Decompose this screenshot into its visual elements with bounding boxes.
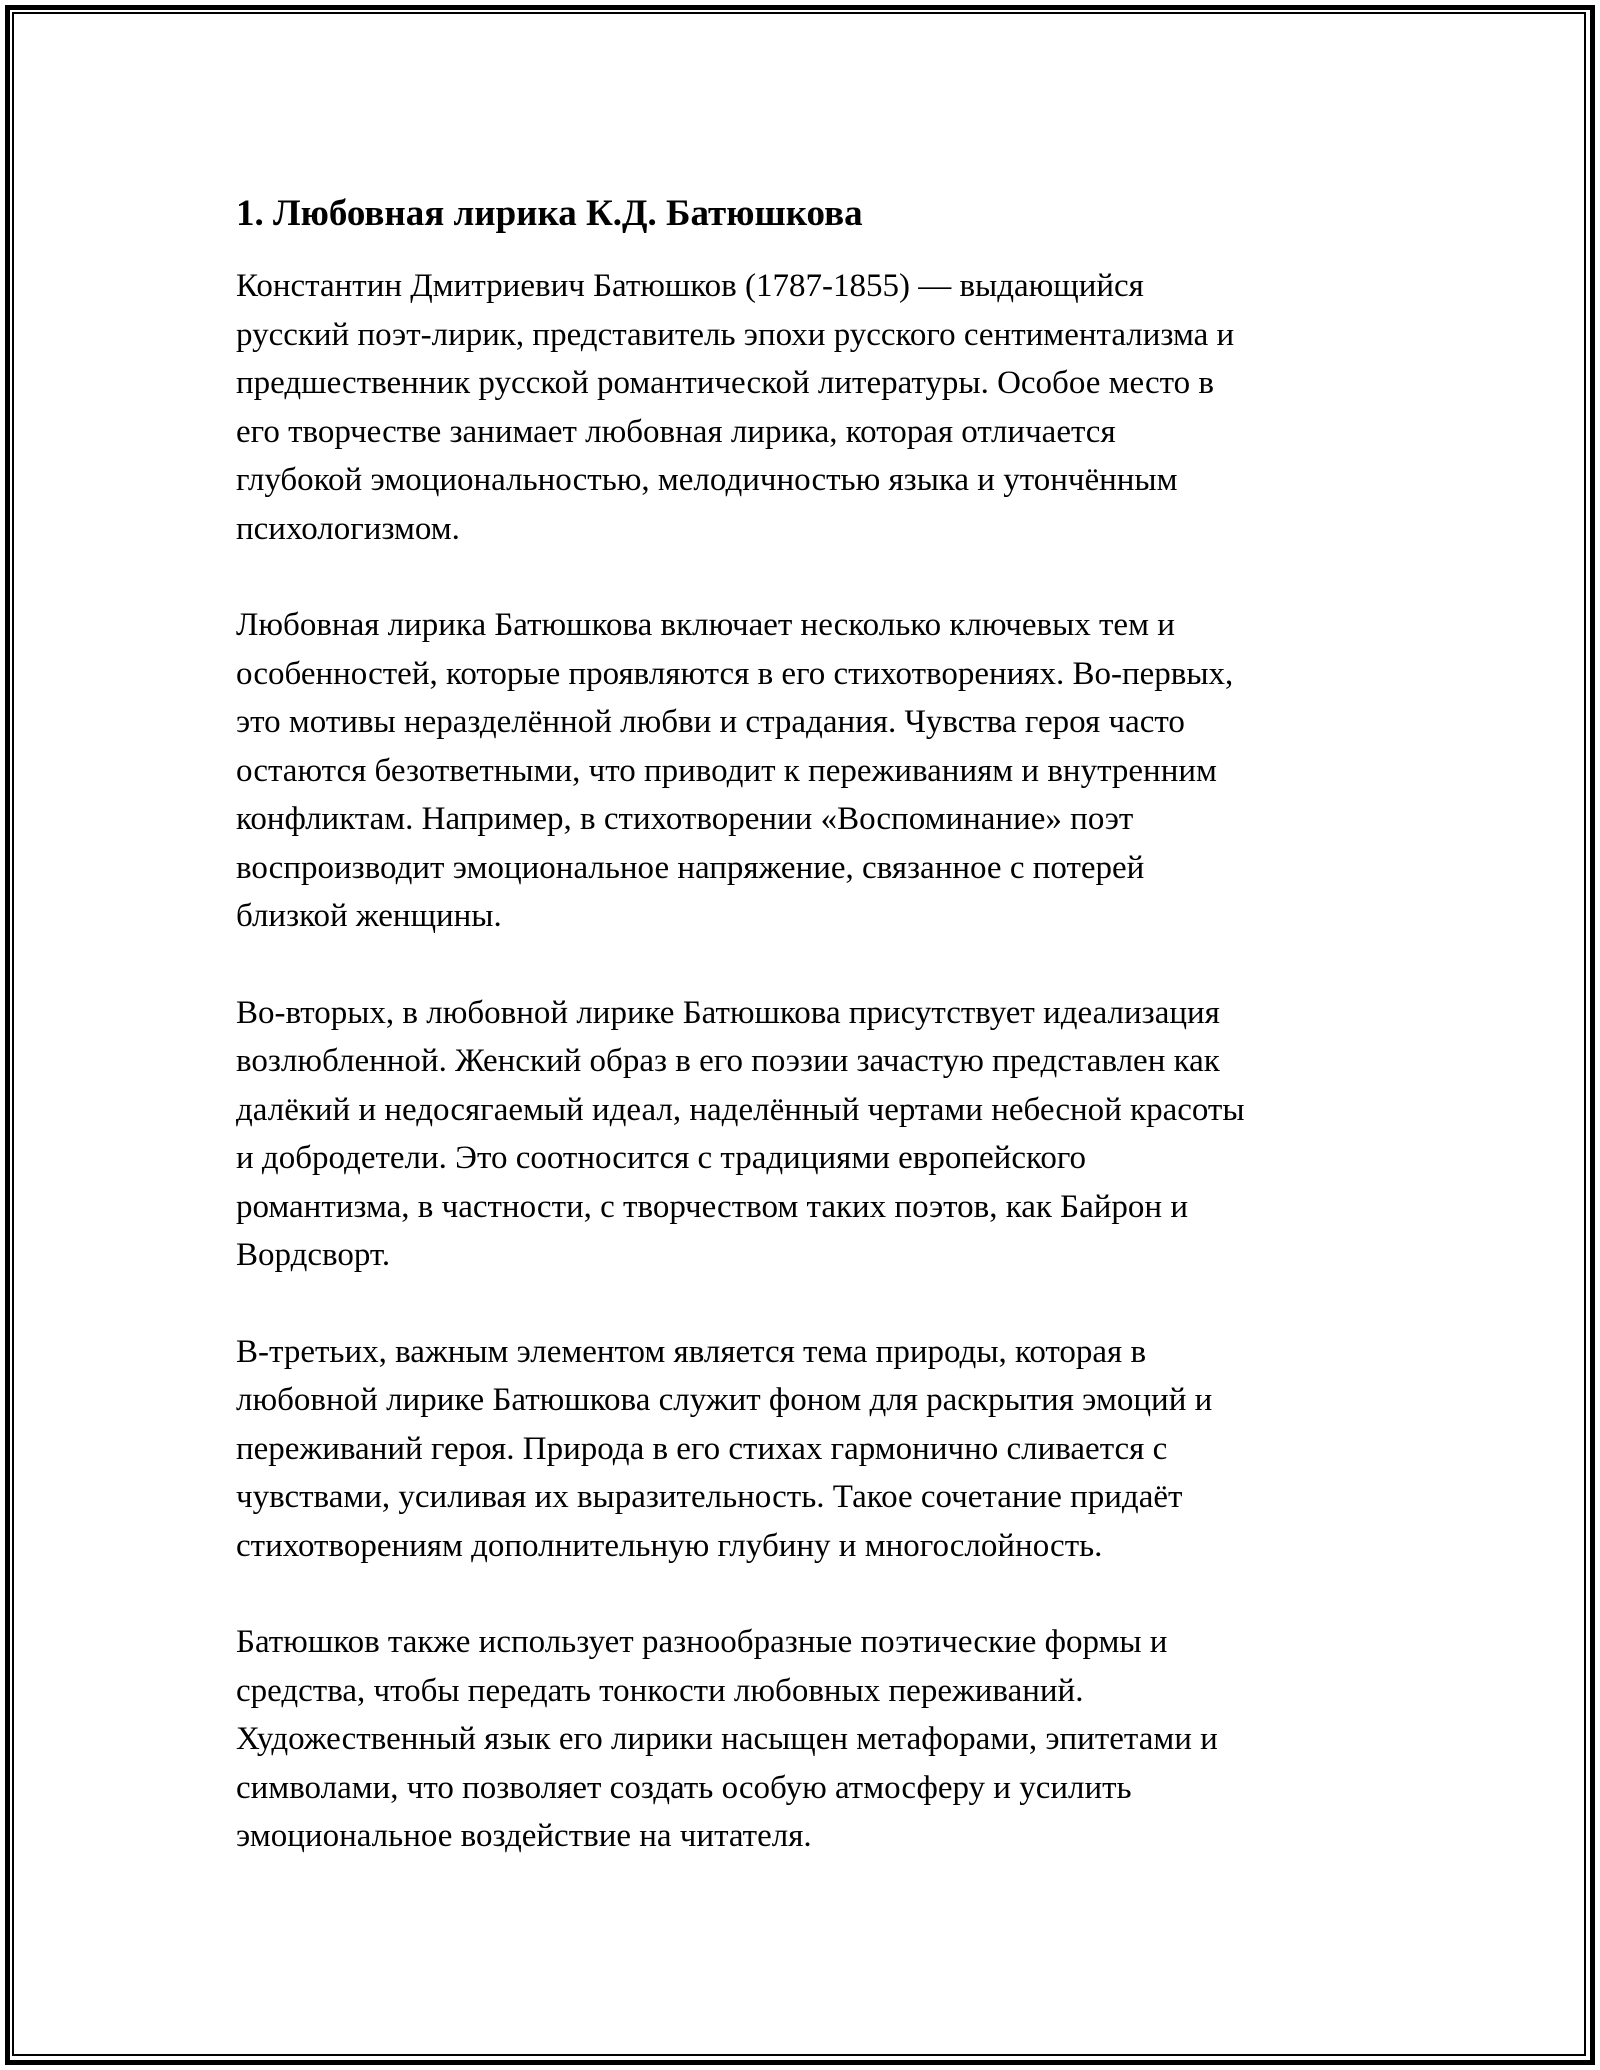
paragraph-idealization: Во-вторых, в любовной лирике Батюшкова присутствует идеализация возлюбленной. Женский образ в его поэзии зачастую представлен как далёкий и недосягаемый идеал, наделённый чертами небесной красоты и добродетели. Это соотносится с традициями европейского романтизма, в частности, с творчеством таких поэтов, как Байрон и Вордсворт. [236,994,1245,1273]
paragraph-poetic-forms: Батюшков также использует разнообразные поэтические формы и средства, чтобы передать тонкости любовных переживаний. Художественный язык его лирики насыщен метафорами, эпитетами и символами, что позволяет создать особую атмосферу и усилить эмоциональное воздействие на читателя. [236,1624,1218,1854]
paragraph-intro: Константин Дмитриевич Батюшков (1787-1855) — выдающийся русский поэт-лирик, представитель эпохи русского сентиментализма и предшественник русской романтической литературы. Особое место в его творчестве занимает любовная лирика, которая отличается глубокой эмоциональностью, мелодичностью языка и утончённым психологизмом. [236,268,1235,547]
document-body [236,188,1366,1909]
paragraph-unrequited-love: Любовная лирика Батюшкова включает несколько ключевых тем и особенностей, которые проявляются в его стихотворениях. Во-первых, это мотивы неразделённой любви и страдания. Чувства героя часто остаются безответными, что приводит к переживаниям и внутренним конфликтам. Например, в стихотворении «Воспоминание» поэт воспроизводит эмоциональное напряжение, связанное с потерей близкой женщины. [236,607,1234,934]
section-heading: 1. Любовная лирика К.Д. Батюшкова [236,193,863,234]
paragraph-nature: В-третьих, важным элементом является тема природы, которая в любовной лирике Батюшкова служит фоном для раскрытия эмоций и переживаний героя. Природа в его стихах гармонично сливается с чувствами, усиливая их выразительность. Такое сочетание придаёт стихотворениям дополнительную глубину и многослойность. [236,1333,1213,1564]
